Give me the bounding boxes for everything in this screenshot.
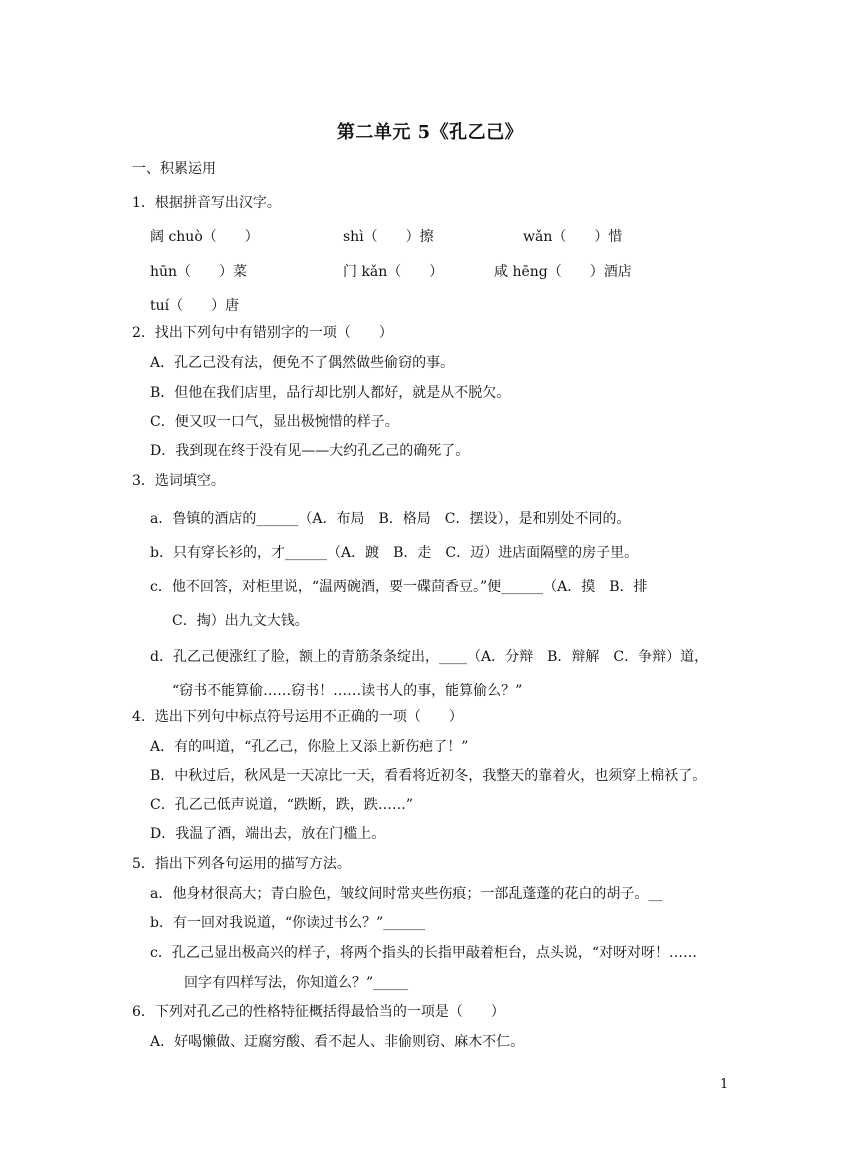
q5-item-b: b．有一回对我说道，“你读过书么？”______ — [150, 915, 426, 931]
q1-item: tuí（ ）唐 — [150, 298, 240, 314]
q1-item: hūn（ ）菜 — [150, 264, 248, 280]
section-heading: 一、积累运用 — [132, 161, 216, 177]
q5-stem: 5．指出下列各句运用的描写方法。 — [132, 856, 351, 872]
q1-item: 门 kǎn（ ） — [343, 264, 444, 280]
q5-item-a: a．他身材很高大；青白脸色，皱纹间时常夹些伤痕；一部乱蓬蓬的花白的胡子。__ — [150, 886, 663, 902]
page-title: 第二单元 5《孔乙己》 — [336, 122, 524, 143]
q5-item-c: c．孔乙己显出极高兴的样子，将两个指头的长指甲敲着柜台，点头说，“对呀对呀！…… — [150, 945, 697, 961]
q2-option-d: D．我到现在终于没有见——大约孔乙己的确死了。 — [150, 443, 470, 459]
q1-item: 阔 chuò（ ） — [150, 229, 259, 245]
q3-item-b: b．只有穿长衫的，才______（A．踱 B．走 C．迈）进店面隔壁的房子里。 — [150, 545, 639, 561]
page-number: 1 — [720, 1077, 729, 1092]
q2-stem: 2．找出下列句中有错别字的一项（ ） — [132, 325, 393, 341]
q1-item: wǎn（ ）惜 — [523, 229, 623, 245]
q2-option-a: A．孔乙己没有法，便免不了偶然做些偷窃的事。 — [150, 355, 455, 371]
q3-item-d-cont: “窃书不能算偷……窃书！……读书人的事，能算偷么？” — [172, 683, 523, 699]
q4-option-b: B．中秋过后，秋风是一天凉比一天，看看将近初冬，我整天的靠着火，也须穿上棉袄了。 — [150, 768, 707, 784]
q2-option-b: B．但他在我们店里，品行却比别人都好，就是从不脱欠。 — [150, 385, 511, 401]
q4-option-a: A．有的叫道，“孔乙己，你脸上又添上新伤疤了！” — [150, 739, 469, 755]
q4-option-d: D．我温了酒，端出去，放在门槛上。 — [150, 826, 386, 842]
q3-item-c-cont: C．掏）出九文大钱。 — [172, 613, 309, 629]
q5-item-c-cont: 回字有四样写法，你知道么？”_____ — [184, 975, 409, 991]
q4-stem: 4．选出下列句中标点符号运用不正确的一项（ ） — [132, 709, 463, 725]
q4-option-c: C．孔乙己低声说道，“跌断，跌，跌……” — [150, 797, 414, 813]
q1-item: 咸 hēng（ ）酒店 — [494, 264, 632, 280]
q3-stem: 3．选词填空。 — [132, 473, 225, 489]
q1-stem: 1．根据拼音写出汉字。 — [132, 195, 281, 211]
q2-option-c: C．便又叹一口气，显出极惋惜的样子。 — [150, 414, 399, 430]
q6-option-a: A．好喝懒做、迂腐穷酸、看不起人、非偷则窃、麻木不仁。 — [150, 1034, 525, 1050]
q3-item-a: a．鲁镇的酒店的______（A．布局 B．格局 C．摆设），是和别处不同的。 — [150, 511, 631, 527]
q1-item: shì（ ）擦 — [343, 229, 434, 245]
q3-item-c: c．他不回答，对柜里说，“温两碗酒，要一碟茴香豆。”便______（A．摸 B．排 — [150, 579, 648, 595]
q6-stem: 6．下列对孔乙己的性格特征概括得最恰当的一项是（ ） — [132, 1004, 505, 1020]
q3-item-d: d．孔乙己便涨红了脸，额上的青筋条条绽出，____（A．分辩 B．辩解 C．争辩）道， — [150, 649, 709, 665]
